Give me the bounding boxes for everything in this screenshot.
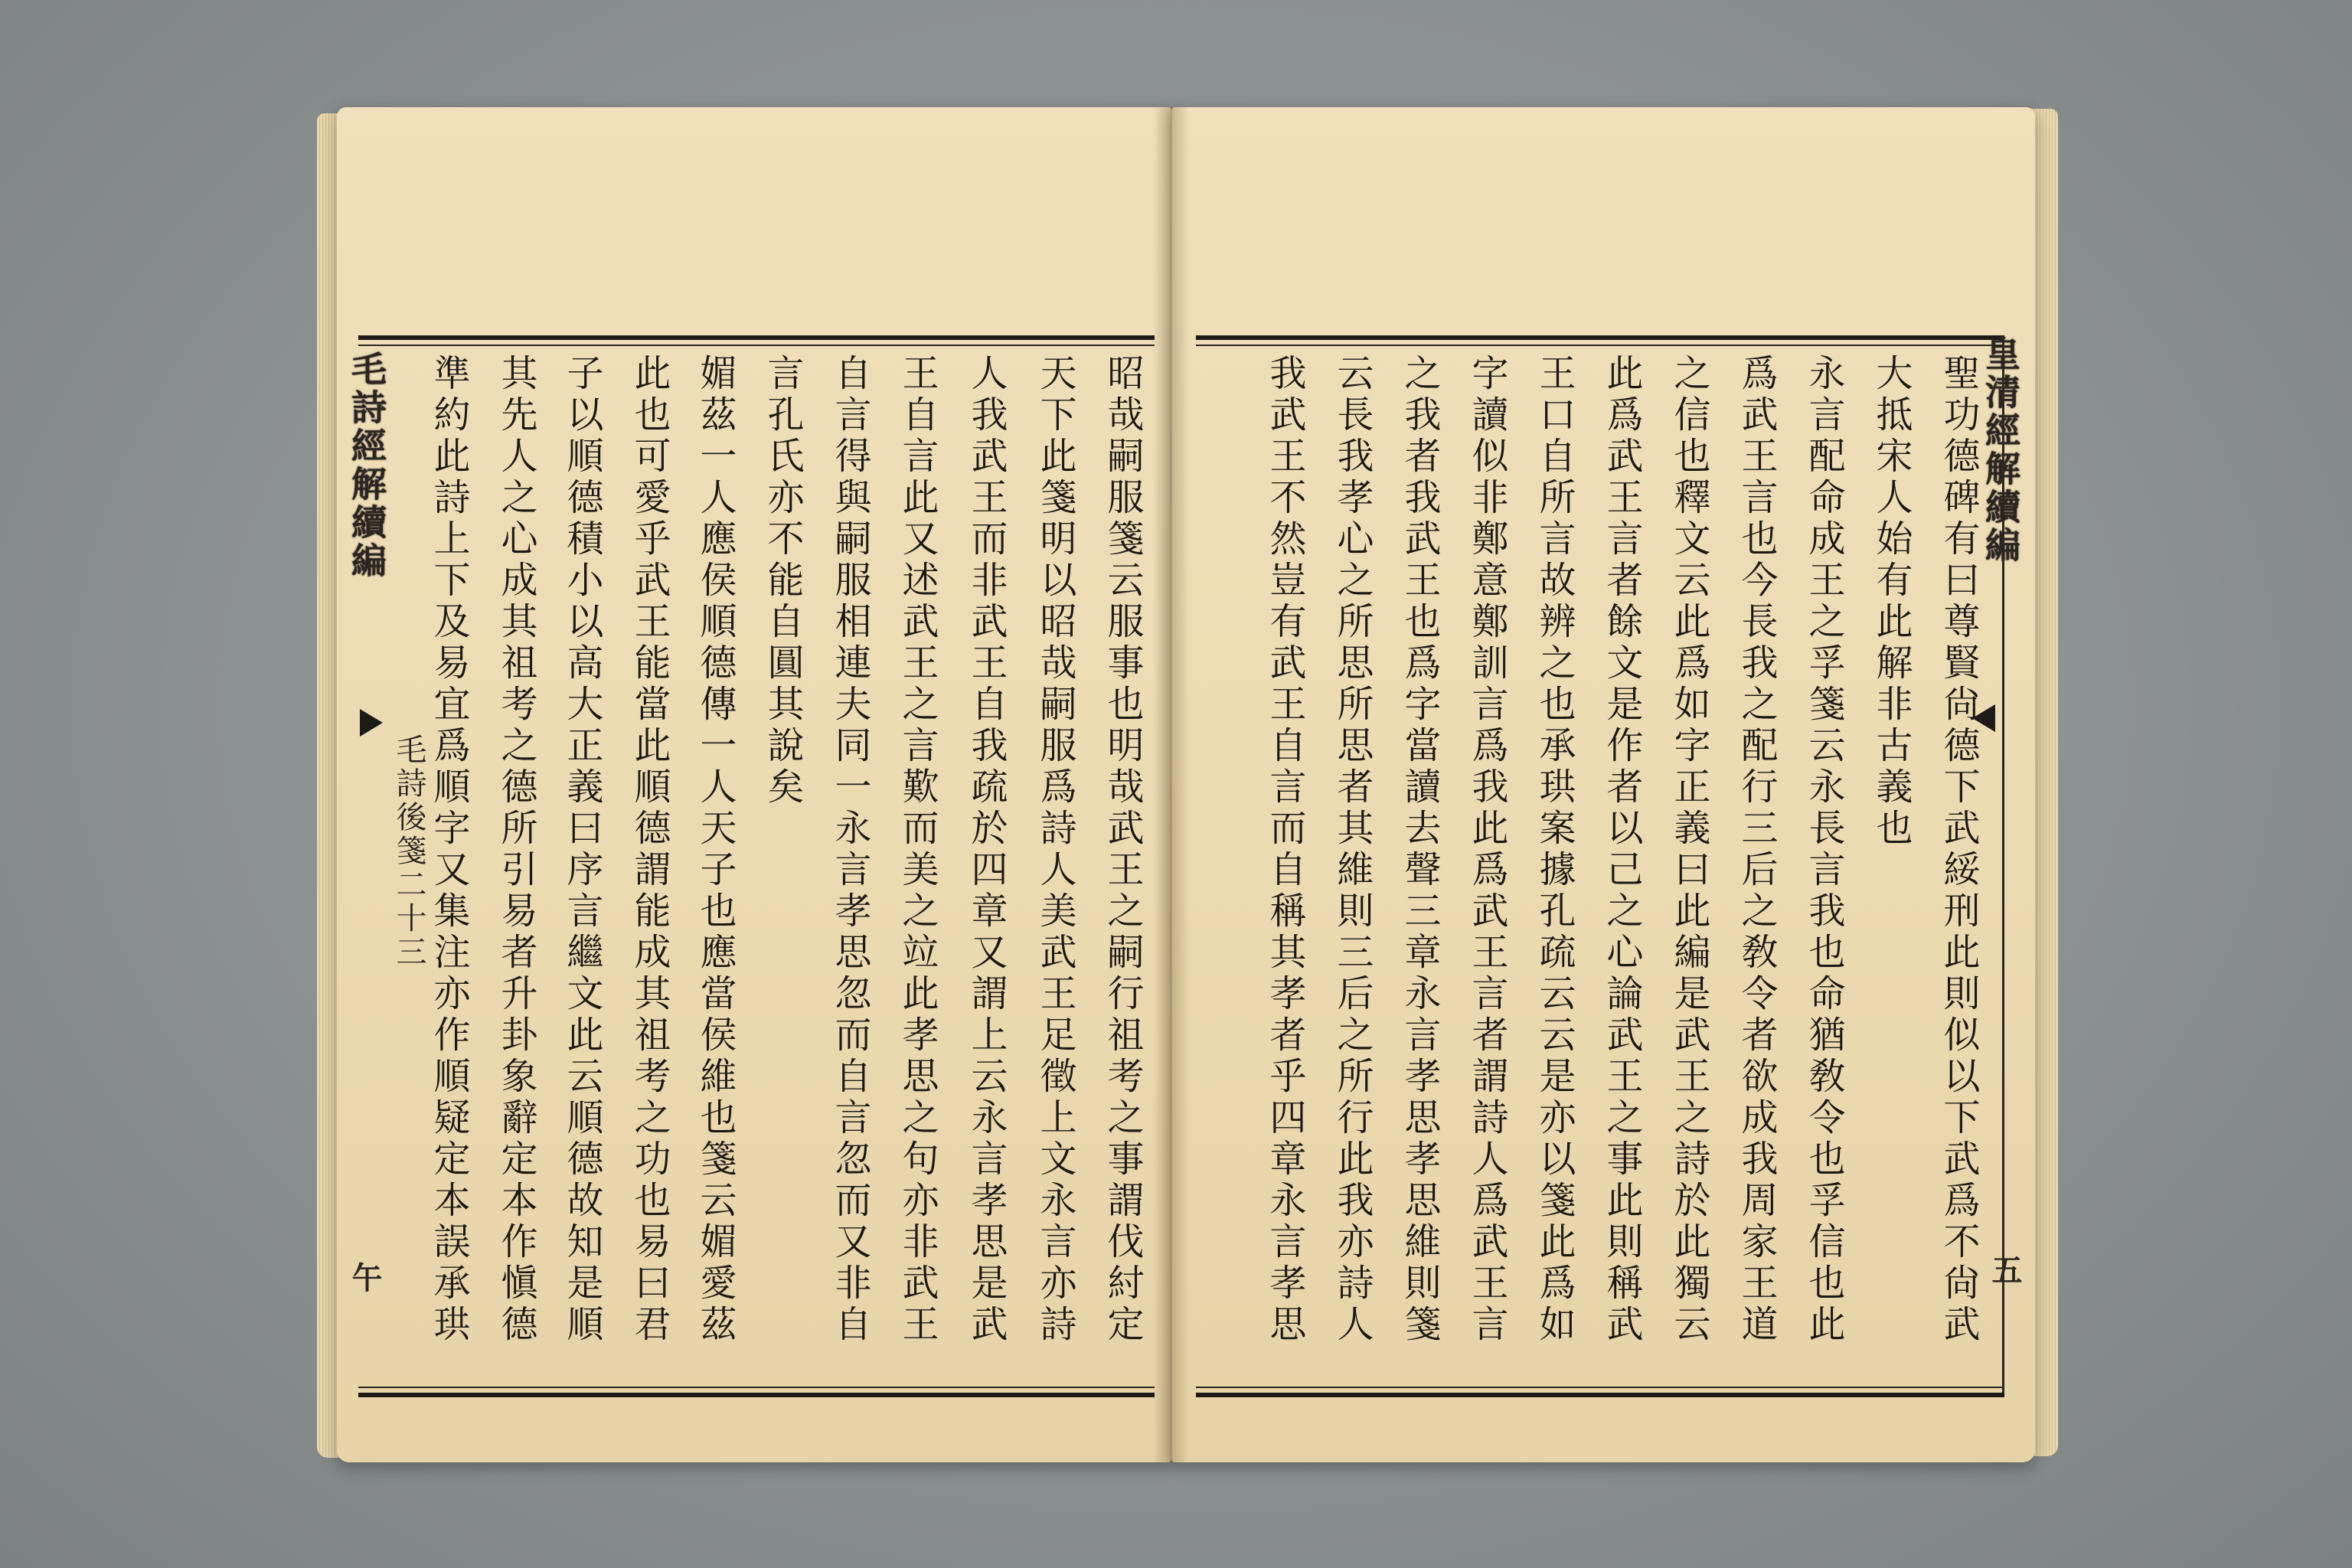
text-column: 永言配命成王之孚箋云永長言我也命猶敎令也孚信也此	[1802, 354, 1845, 1346]
frame-rule	[358, 345, 1155, 346]
text-column: 之我者我武王也爲字當讀去聲三章永言孝思孝思維則箋	[1398, 354, 1441, 1346]
text-column: 爲武王言也今長我之配行三后之敎令者欲成我周家王道	[1735, 354, 1778, 1346]
text-column: 子以順德積小以高大正義曰序言繼文此云順德故知是順	[560, 354, 603, 1346]
left-margin-folio-title: 毛詩後箋二十三	[391, 733, 426, 969]
book-gutter	[1153, 107, 1190, 1462]
fish-tail-mark	[1972, 704, 1995, 732]
text-column: 準約此詩上下及易宜爲順字又集注亦作順疑定本誤承珙	[427, 354, 470, 1346]
text-column: 人我武王而非武王自我疏於四章又謂上云永言孝思是武	[965, 354, 1008, 1346]
right-text-frame	[1196, 335, 2004, 1397]
right-page-mark: 五	[1987, 1254, 2023, 1285]
left-margin-book-title: 毛詩經解續編	[346, 351, 387, 580]
text-column: 王口自所言故辨之也承珙案據孔疏云云是亦以箋此爲如	[1533, 354, 1576, 1346]
fish-tail-mark	[360, 709, 383, 737]
text-column: 此爲武王言者餘文是作者以己之心論武王之事此則稱武	[1600, 354, 1643, 1346]
text-column: 云長我孝心之所思所思者其維則三后之所行此我亦詩人	[1331, 354, 1374, 1346]
text-column: 大抵宋人始有此解非古義也	[1870, 354, 1913, 850]
text-column: 言孔氏亦不能自圓其說矣	[761, 354, 804, 808]
left-page-mark: 午	[347, 1262, 383, 1292]
text-column: 此也可愛乎武王能當此順德謂能成其祖考之功也易曰君	[628, 354, 671, 1346]
text-column: 天下此箋明以昭哉嗣服爲詩人美武王足徵上文永言亦詩	[1034, 354, 1076, 1346]
frame-rule	[1196, 345, 2004, 346]
text-column: 昭哉嗣服箋云服事也明哉武王之嗣行祖考之事謂伐紂定	[1101, 354, 1144, 1346]
text-column: 媚茲一人應侯順德傳一人天子也應當侯維也箋云媚愛茲	[694, 354, 737, 1346]
text-column: 字讀似非鄭意鄭訓言爲我此爲武王言者謂詩人爲武王言	[1465, 354, 1508, 1346]
text-column: 其先人之心成其祖考之德所引易者升卦象辭定本作愼德	[495, 354, 537, 1346]
text-column: 聖功德碑有曰尊賢尙德下武綏刑此則似以下武爲不尙武	[1937, 354, 1980, 1346]
right-margin-book-title: 皇清經解續編	[1980, 335, 2021, 565]
text-column: 王自言此又述武王之言歎而美之竝此孝思之句亦非武王	[896, 354, 939, 1346]
frame-rule	[358, 1387, 1155, 1388]
frame-rule	[1196, 1387, 2004, 1388]
text-column: 之信也釋文云此爲如字正義曰此編是武王之詩於此獨云	[1668, 354, 1710, 1346]
open-book	[337, 98, 2038, 1470]
text-column: 我武王不然豈有武王自言而自稱其孝者乎四章永言孝思	[1263, 354, 1306, 1346]
left-text-frame	[358, 335, 1155, 1397]
text-column: 自言得與嗣服相連夫同一永言孝思忽而自言忽而又非自	[828, 354, 871, 1346]
